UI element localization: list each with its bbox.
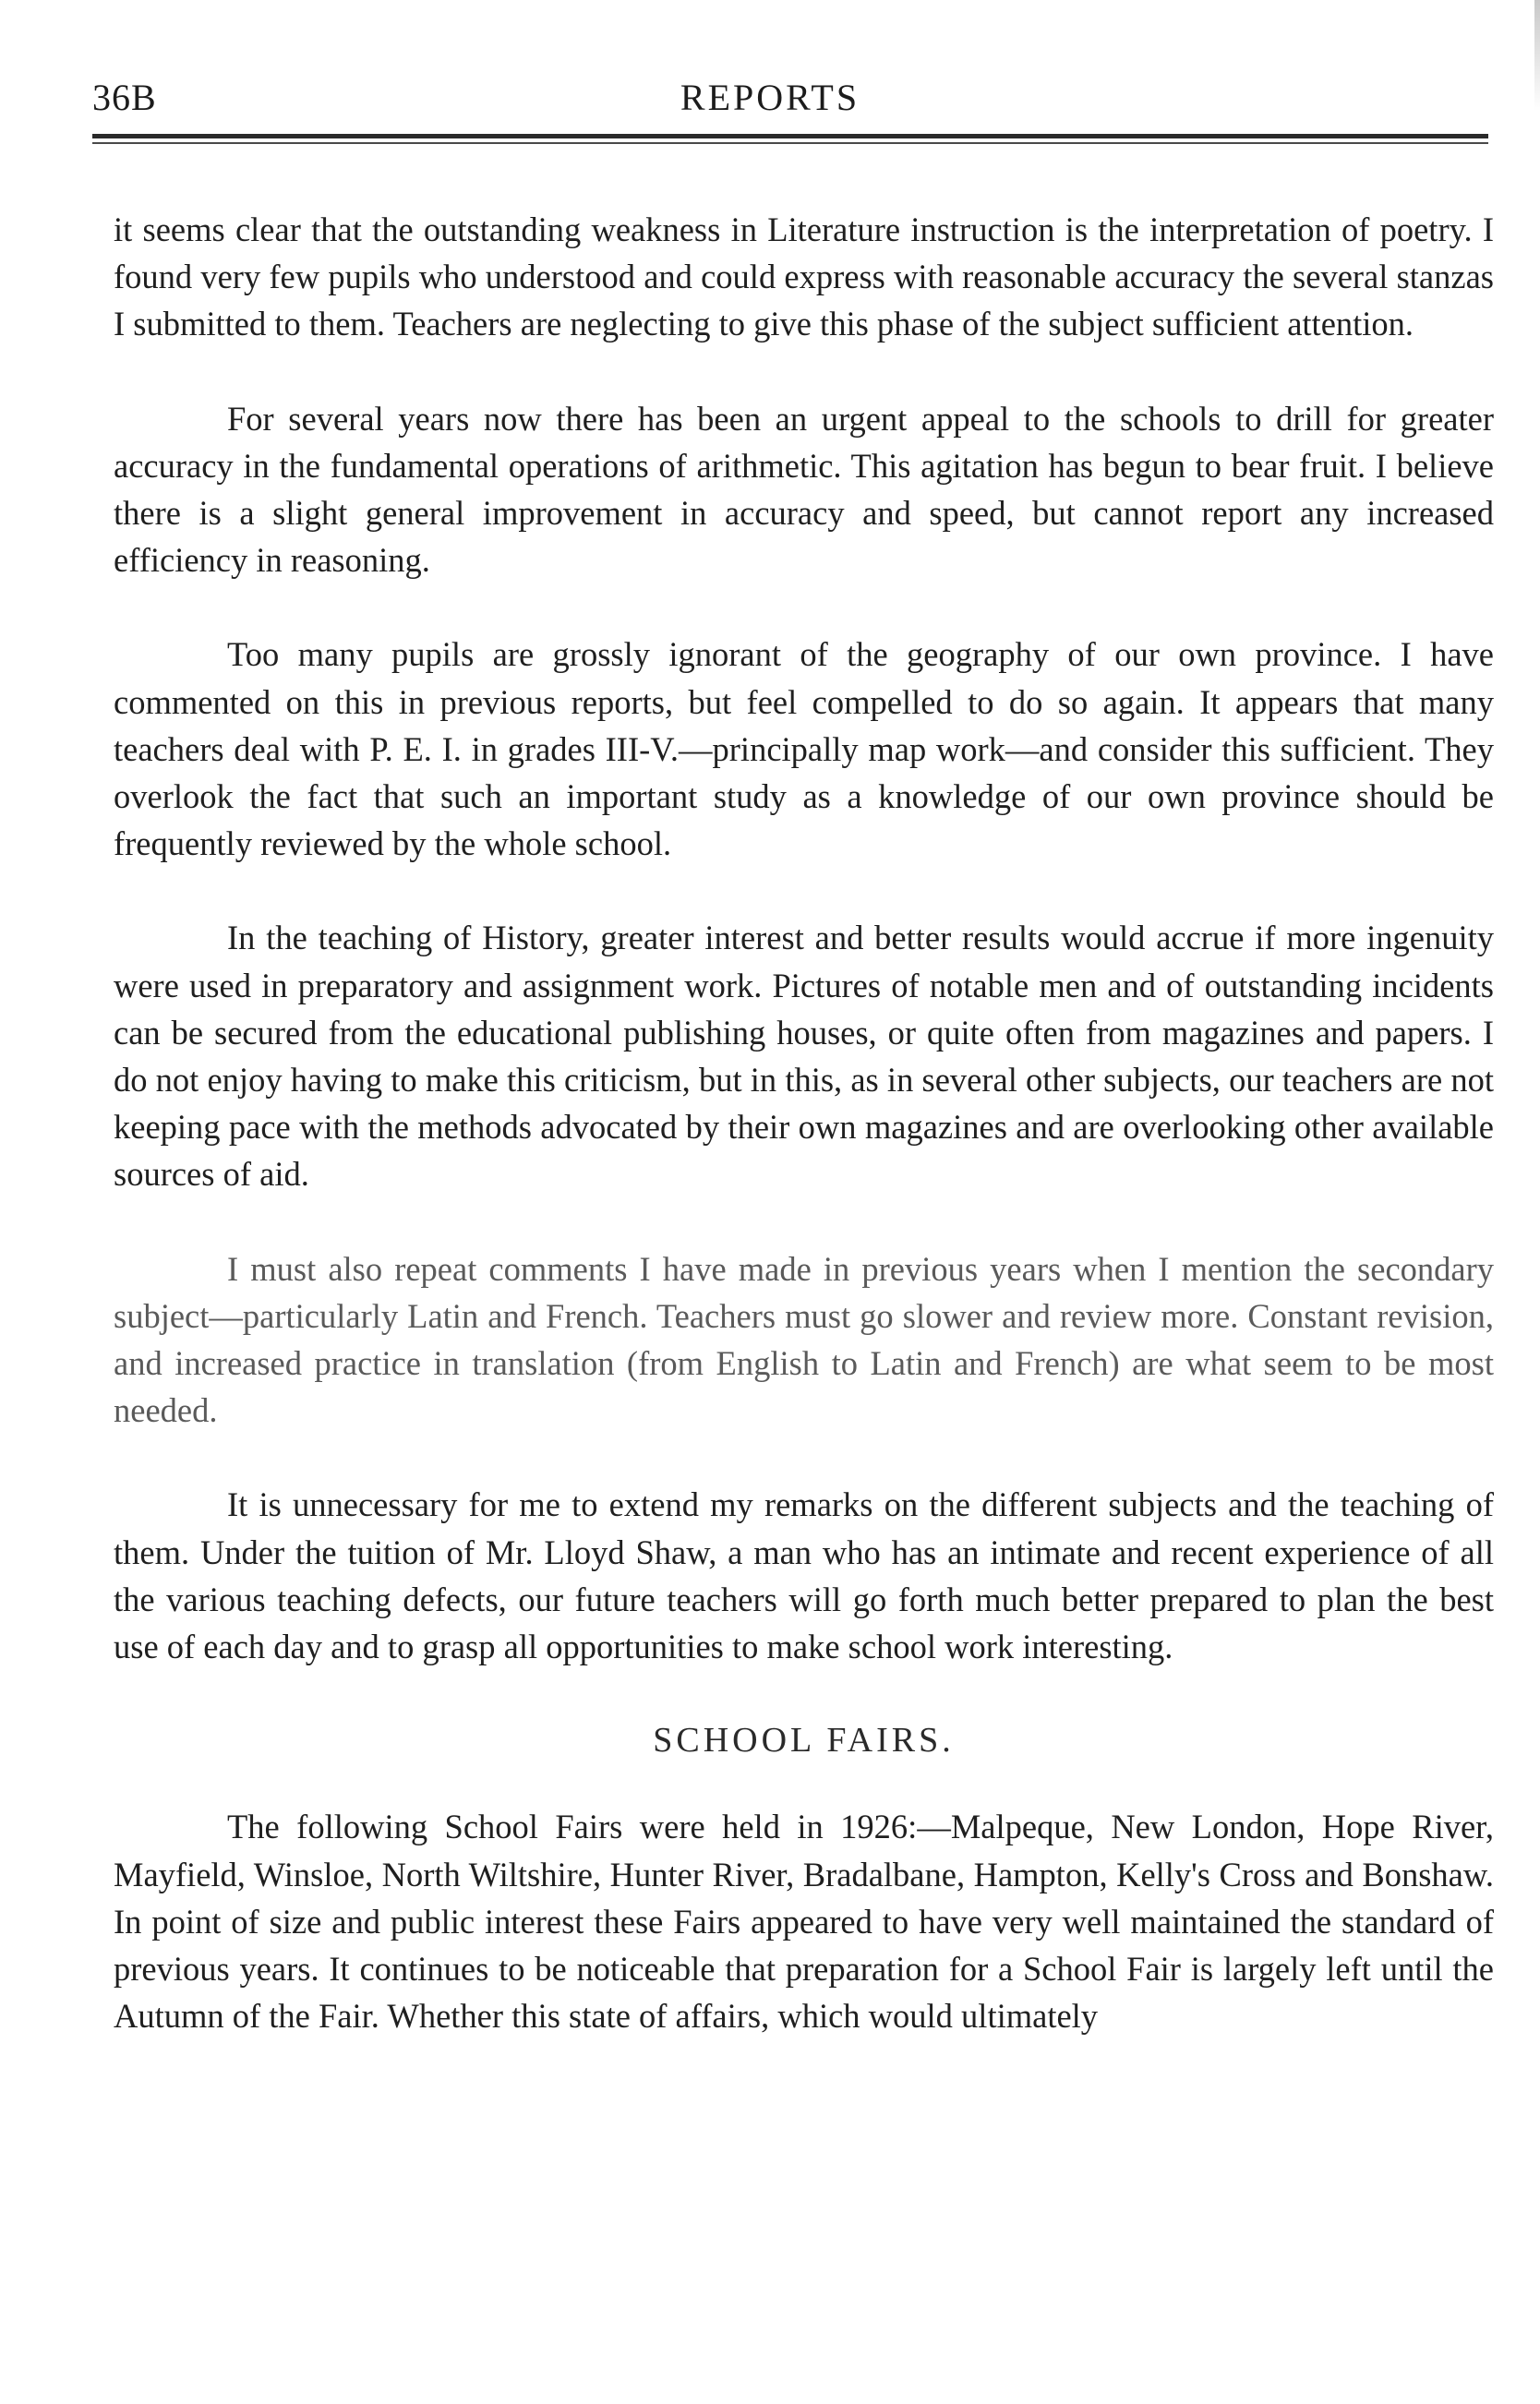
- paragraph-arithmetic: For several years now there has been an urgent appeal to the schools to drill for greater accuracy in the fundamental operations of arithmetic. This agitation has begun to bear fruit. I believe there is a slight general improvement in accuracy and speed, but cannot report any increased efficiency in reasoning.: [114, 399, 1494, 580]
- paragraph-languages: I must also repeat comments I have made in previous years when I mention the secondary subject—particularly Latin and French. Teachers must go slower and review more. Constant revision, and increased practice in translation (from English to Latin and French) are what seem to be most needed.: [114, 1249, 1494, 1430]
- header-rule-thick: [92, 134, 1488, 138]
- paragraph-geography: Too many pupils are grossly ignorant of the geography of our own province. I have commented on this in previous reports, but feel compelled to do so again. It appears that many teachers deal with P. E. I. in grades III-V.—principally map work—and consider this sufficient. They overlook the fact that such an important study as a knowledge of our own province should be frequently reviewed by the whole school.: [114, 635, 1494, 863]
- running-head: REPORTS: [680, 77, 860, 118]
- section-heading-school-fairs: SCHOOL FAIRS.: [653, 1721, 955, 1761]
- body-text: [114, 206, 1494, 2087]
- paragraph-school-fairs: The following School Fairs were held in 1926:—Malpeque, New London, Hope River, Mayfield, Winsloe, North Wiltshire, Hunter River, Bradalbane, Hampton, Kelly's Cross and Bonshaw. In point of size and public interest these Fairs appeared to have very well maintained the standard of previous years. It continues to be noticeable that preparation for a School Fair is largely left until the Autumn of the Fair. Whether this state of affairs, which would ultimately: [114, 1808, 1494, 2036]
- page-number: 36B: [92, 77, 157, 118]
- paragraph-literature: it seems clear that the outstanding weakness in Literature instruction is the interpretation of poetry. I found very few pupils who understood and could express with reasonable accuracy the several stanzas I submitted to them. Teachers are neglecting to give this phase of the subject sufficient attention.: [114, 210, 1494, 343]
- header-rule-thin: [92, 142, 1488, 144]
- paragraph-history: In the teaching of History, greater interest and better results would accrue if more ingenuity were used in preparatory and assignment work. Pictures of notable men and of outstanding incidents can be secured from the educational publishing houses, or quite often from magazines and papers. I do not enjoy having to make this criticism, but in this, as in several other subjects, our teachers are not keeping pace with the methods advocated by their own magazines and are overlooking other available sources of aid.: [114, 919, 1494, 1194]
- paragraph-teacher-training: It is unnecessary for me to extend my remarks on the different subjects and the teaching of them. Under the tuition of Mr. Lloyd Shaw, a man who has an intimate and recent experience of all the various teaching defects, our future teachers will go forth much better prepared to plan the best use of each day and to grasp all opportunities to make school work interesting.: [114, 1485, 1494, 1666]
